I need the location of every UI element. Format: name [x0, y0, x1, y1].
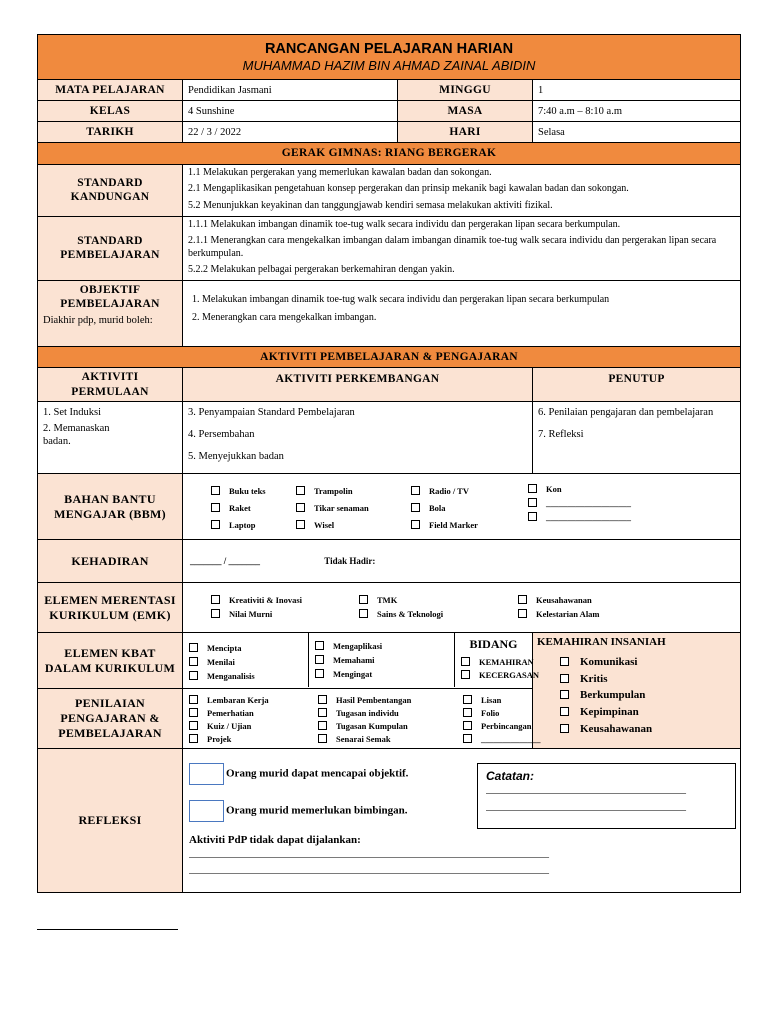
emk-option[interactable]: [518, 595, 592, 606]
checkbox[interactable]: [211, 520, 220, 529]
perkembangan-item: 5. Menyejukkan badan: [188, 451, 284, 463]
penutup-label: PENUTUP: [533, 368, 741, 402]
checkbox[interactable]: [560, 690, 569, 699]
penilaian-option-label: Lembaran Kerja: [207, 695, 269, 706]
checkbox[interactable]: [315, 669, 324, 678]
checkbox[interactable]: [359, 595, 368, 604]
checkbox[interactable]: [318, 721, 327, 730]
kbat-option[interactable]: [189, 643, 241, 654]
catatan-line: ________________________________________: [486, 784, 686, 796]
refleksi-label: REFLEKSI: [38, 749, 183, 893]
bidang-option-label: KEMAHIRAN: [479, 657, 534, 668]
subject-value: Pendidikan Jasmani: [183, 80, 398, 101]
emk-option-label: Nilai Murni: [229, 609, 273, 620]
bidang-option[interactable]: [461, 657, 534, 668]
guidance-count-box[interactable]: [189, 800, 224, 822]
kbat-option[interactable]: [189, 671, 255, 682]
penilaian-option-label: Kuiz / Ujian: [207, 721, 252, 732]
achieved-count-box[interactable]: [189, 763, 224, 785]
bbm-option[interactable]: [411, 486, 469, 497]
emk-option-label: Kreativiti & Inovasi: [229, 595, 303, 606]
penilaian-option[interactable]: [318, 734, 391, 745]
document-title: RANCANGAN PELAJARAN HARIAN: [264, 41, 514, 57]
penilaian-option-label: Tugasan individu: [336, 708, 399, 719]
perkembangan-label: AKTIVITI PERKEMBANGAN: [183, 368, 533, 402]
emk-option-label: Kelestarian Alam: [536, 609, 600, 620]
sk-item: 5.2 Menunjukkan keyakinan dan tanggungjawab kendiri semasa melakukan aktiviti fizikal.: [188, 199, 553, 211]
checkbox[interactable]: [461, 670, 470, 679]
time-label: MASA: [398, 101, 533, 122]
checkbox[interactable]: [211, 486, 220, 495]
kehadiran-label: KEHADIRAN: [38, 540, 183, 583]
penilaian-label: PENILAIAN PENGAJARAN & PEMBELAJARAN: [38, 689, 183, 749]
bbm-blank-line: ____________________: [546, 498, 631, 509]
refleksi-achieved-text: Orang murid dapat mencapai objektif.: [226, 767, 409, 780]
bbm-content: [183, 474, 741, 540]
kbat-option-label: Memahami: [333, 655, 375, 666]
subject-label: MATA PELAJARAN: [38, 80, 183, 101]
class-value: 4 Sunshine: [183, 101, 398, 122]
standard-pembelajaran-content: [183, 216, 741, 280]
insaniah-option-label: Kepimpinan: [580, 706, 639, 719]
checkbox[interactable]: [528, 484, 537, 493]
bbm-option-label: Laptop: [229, 520, 256, 531]
penilaian-option[interactable]: [318, 721, 408, 732]
checkbox[interactable]: [318, 708, 327, 717]
checkbox[interactable]: [560, 724, 569, 733]
kbat-option[interactable]: [315, 655, 375, 666]
bbm-blank-line: ____________________: [546, 512, 631, 523]
checkbox[interactable]: [411, 486, 420, 495]
penutup-content: [533, 402, 741, 474]
penilaian-option-label: Senarai Semak: [336, 734, 391, 745]
lesson-plan: [37, 34, 740, 893]
checkbox[interactable]: [463, 721, 472, 730]
objektif-label-cell: [38, 280, 183, 346]
catatan-box[interactable]: [477, 763, 736, 829]
penilaian-option-label: Lisan: [481, 695, 502, 706]
bbm-option[interactable]: [211, 520, 255, 531]
checkbox[interactable]: [296, 503, 305, 512]
penilaian-option-label: Hasil Pembentangan: [336, 695, 412, 706]
bbm-option-label: Bola: [429, 503, 446, 514]
bbm-blank[interactable]: [528, 498, 631, 509]
perkembangan-item: 4. Persembahan: [188, 429, 255, 441]
checkbox[interactable]: [296, 486, 305, 495]
standard-kandungan-label: STANDARD KANDUNGAN: [38, 164, 183, 216]
objektif-sublabel: Diakhir pdp, murid boleh:: [43, 314, 153, 326]
emk-option[interactable]: [211, 595, 302, 606]
checkbox[interactable]: [315, 641, 324, 650]
permulaan-item: 1. Set Induksi: [43, 407, 102, 419]
objektif-label: OBJEKTIF PEMBELAJARAN: [60, 283, 160, 311]
catatan-label: Catatan:: [486, 769, 535, 784]
bbm-option[interactable]: [411, 520, 478, 531]
refleksi-line[interactable]: ________________________________________________________________________: [189, 848, 549, 860]
penilaian-option[interactable]: [318, 708, 399, 719]
objektif-content: [183, 280, 741, 346]
penilaian-option[interactable]: [189, 721, 251, 732]
bbm-option-label: Buku teks: [229, 486, 266, 497]
sk-item: 1.1 Melakukan pergerakan yang memerlukan kawalan badan dan sokongan.: [188, 166, 492, 178]
insaniah-option[interactable]: [560, 656, 740, 670]
kbat-option-label: Mengaplikasi: [333, 641, 383, 652]
emk-content: [183, 583, 741, 633]
bbm-label: BAHAN BANTU MENGAJAR (BBM): [38, 474, 183, 540]
penilaian-option-label: Perbincangan: [481, 721, 532, 732]
checkbox[interactable]: [359, 609, 368, 618]
kbat-option[interactable]: [315, 669, 372, 680]
aktiviti-section: AKTIVITI PEMBELAJARAN & PENGAJARAN: [38, 346, 741, 367]
kehadiran-content: [183, 540, 741, 583]
kbat-option-label: Mencipta: [207, 643, 242, 654]
emk-label: ELEMEN MERENTASI KURIKULUM (EMK): [38, 583, 183, 633]
kbat-option-label: Mengingat: [333, 669, 373, 680]
bbm-option[interactable]: [296, 486, 353, 497]
emk-option-label: Keusahawanan: [536, 595, 592, 606]
checkbox[interactable]: [211, 595, 220, 604]
refleksi-guidance: [189, 800, 408, 822]
penilaian-option[interactable]: [189, 734, 231, 745]
sp-item: 2.1.1 Menerangkan cara mengekalkan imbangan dalam imbangan dinamik toe-tug walk secara individu dan pergerakan lipan secara berkumpulan.: [188, 235, 717, 259]
checkbox[interactable]: [211, 609, 220, 618]
bbm-option-label: Trampolin: [314, 486, 353, 497]
refleksi-line[interactable]: ________________________________________________________________________: [189, 864, 549, 876]
insaniah-cell: [533, 633, 741, 749]
week-value: 1: [533, 80, 741, 101]
penilaian-option-label: Projek: [207, 734, 232, 745]
objektif-item: 1. Melakukan imbangan dinamik toe-tug walk secara individu dan pergerakan lipan secara berkumpulan: [192, 293, 610, 305]
bbm-option-label: Radio / TV: [429, 486, 469, 497]
lesson-plan-table: [37, 34, 741, 893]
week-label: MINGGU: [398, 80, 533, 101]
checkbox[interactable]: [411, 503, 420, 512]
bbm-option-label: Kon: [546, 484, 562, 495]
penilaian-option[interactable]: [463, 695, 501, 706]
penutup-item: 7. Refleksi: [538, 429, 584, 441]
insaniah-option-label: Komunikasi: [580, 655, 638, 668]
bbm-blank[interactable]: [528, 512, 631, 523]
insaniah-option-label: Berkumpulan: [580, 689, 646, 702]
emk-option[interactable]: [359, 595, 397, 606]
bbm-option[interactable]: [296, 503, 369, 514]
penilaian-option[interactable]: [318, 695, 411, 706]
perkembangan-item: 3. Penyampaian Standard Pembelajaran: [188, 407, 355, 419]
time-value: 7:40 a.m – 8:10 a.m: [533, 101, 741, 122]
checkbox[interactable]: [189, 657, 198, 666]
checkbox[interactable]: [518, 595, 527, 604]
refleksi-guidance-text: Orang murid memerlukan bimbingan.: [226, 804, 408, 817]
kbat-option-label: Menilai: [207, 657, 235, 668]
penilaian-option[interactable]: [463, 708, 499, 719]
checkbox[interactable]: [463, 734, 472, 743]
insaniah-option[interactable]: [560, 706, 740, 720]
bbm-option[interactable]: [528, 484, 562, 495]
kbat-option-label: Menganalisis: [207, 671, 255, 682]
kbat-option[interactable]: [189, 657, 235, 668]
day-value: Selasa: [533, 122, 741, 143]
emk-option[interactable]: [518, 609, 600, 620]
checkbox[interactable]: [518, 609, 527, 618]
checkbox[interactable]: [411, 520, 420, 529]
permulaan-content: [38, 402, 183, 474]
penilaian-blank-line: ______________: [481, 734, 541, 745]
checkbox[interactable]: [211, 503, 220, 512]
permulaan-label: AKTIVITI PERMULAAN: [38, 368, 183, 402]
emk-option-label: Sains & Teknologi: [377, 609, 444, 620]
penilaian-content: [183, 689, 541, 749]
penilaian-option[interactable]: [463, 721, 532, 732]
insaniah-option[interactable]: [560, 673, 740, 687]
checkbox[interactable]: [318, 695, 327, 704]
standard-pembelajaran-label: STANDARD PEMBELAJARAN: [38, 216, 183, 280]
checkbox[interactable]: [189, 695, 198, 704]
sp-item: 1.1.1 Melakukan imbangan dinamik toe-tug walk secara individu dan pergerakan lipan secara berkumpulan.: [188, 218, 621, 230]
checkbox[interactable]: [318, 734, 327, 743]
insaniah-option[interactable]: [560, 689, 740, 703]
checkbox[interactable]: [528, 512, 537, 521]
penilaian-option-label: Tugasan Kumpulan: [336, 721, 408, 732]
bbm-option-label: Tikar senaman: [314, 503, 369, 514]
bbm-option[interactable]: [211, 486, 266, 497]
insaniah-label: KEMAHIRAN INSANIAH: [537, 636, 666, 649]
emk-option[interactable]: [211, 609, 272, 620]
bidang-option-label: KECERGASAN: [479, 670, 539, 681]
standard-kandungan-content: [183, 164, 741, 216]
bbm-option[interactable]: [411, 503, 446, 514]
checkbox[interactable]: [560, 657, 569, 666]
checkbox[interactable]: [463, 695, 472, 704]
objektif-item: 2. Menerangkan cara mengekalkan imbangan.: [192, 312, 377, 324]
date-label: TARIKH: [38, 122, 183, 143]
emk-option-label: TMK: [377, 595, 398, 606]
kehadiran-absent: Tidak Hadir:: [324, 555, 376, 566]
penilaian-option[interactable]: [189, 708, 254, 719]
checkbox[interactable]: [189, 734, 198, 743]
checkbox[interactable]: [189, 643, 198, 652]
insaniah-option-label: Keusahawanan: [580, 722, 653, 735]
insaniah-option-label: Kritis: [580, 672, 608, 685]
header: [38, 35, 741, 80]
footnote-separator: [37, 929, 178, 930]
teacher-name: MUHAMMAD HAZIM BIN AHMAD ZAINAL ABIDIN: [242, 58, 536, 74]
checkbox[interactable]: [560, 674, 569, 683]
checkbox[interactable]: [315, 655, 324, 664]
penutup-item: 6. Penilaian pengajaran dan pembelajaran: [538, 407, 714, 419]
checkbox[interactable]: [189, 708, 198, 717]
date-value: 22 / 3 / 2022: [183, 122, 398, 143]
permulaan-item: 2. Memanaskan: [43, 423, 110, 435]
emk-option[interactable]: [359, 609, 443, 620]
checkbox[interactable]: [528, 498, 537, 507]
bidang-label: BIDANG: [469, 637, 518, 652]
day-label: HARI: [398, 122, 533, 143]
kbat-label: ELEMEN KBAT DALAM KURIKULUM: [38, 633, 183, 689]
penilaian-option-label: Pemerhatian: [207, 708, 254, 719]
penilaian-option-label: Folio: [481, 708, 500, 719]
checkbox[interactable]: [463, 708, 472, 717]
penilaian-blank[interactable]: [463, 734, 541, 745]
bbm-option-label: Field Marker: [429, 520, 478, 531]
perkembangan-content: [183, 402, 533, 474]
kbat-content: [183, 633, 539, 689]
bbm-option-label: Wisel: [314, 520, 335, 531]
bbm-option-label: Raket: [229, 503, 251, 514]
checkbox[interactable]: [189, 671, 198, 680]
class-label: KELAS: [38, 101, 183, 122]
checkbox[interactable]: [296, 520, 305, 529]
sk-item: 2.1 Mengaplikasikan pengetahuan konsep pergerakan dan prinsip mekanik bagi kawalan badan dan sokongan.: [188, 183, 629, 195]
catatan-line: ________________________________________: [486, 800, 686, 812]
penilaian-option[interactable]: [189, 695, 269, 706]
checkbox[interactable]: [560, 707, 569, 716]
kbat-option[interactable]: [315, 641, 382, 652]
bidang-option[interactable]: [461, 670, 539, 681]
kehadiran-present[interactable]: _______ / _______: [190, 555, 261, 566]
checkbox[interactable]: [461, 657, 470, 666]
permulaan-item: badan.: [43, 436, 71, 448]
bbm-option[interactable]: [211, 503, 251, 514]
refleksi-not-done: Aktiviti PdP tidak dapat dijalankan:: [189, 834, 361, 847]
refleksi-achieved: [189, 763, 408, 785]
refleksi-content: [183, 749, 741, 893]
insaniah-option[interactable]: [560, 723, 740, 737]
topic: GERAK GIMNAS: RIANG BERGERAK: [38, 143, 741, 164]
checkbox[interactable]: [189, 721, 198, 730]
sp-item: 5.2.2 Melakukan pelbagai pergerakan berkemahiran dengan yakin.: [188, 264, 455, 276]
bbm-option[interactable]: [296, 520, 334, 531]
